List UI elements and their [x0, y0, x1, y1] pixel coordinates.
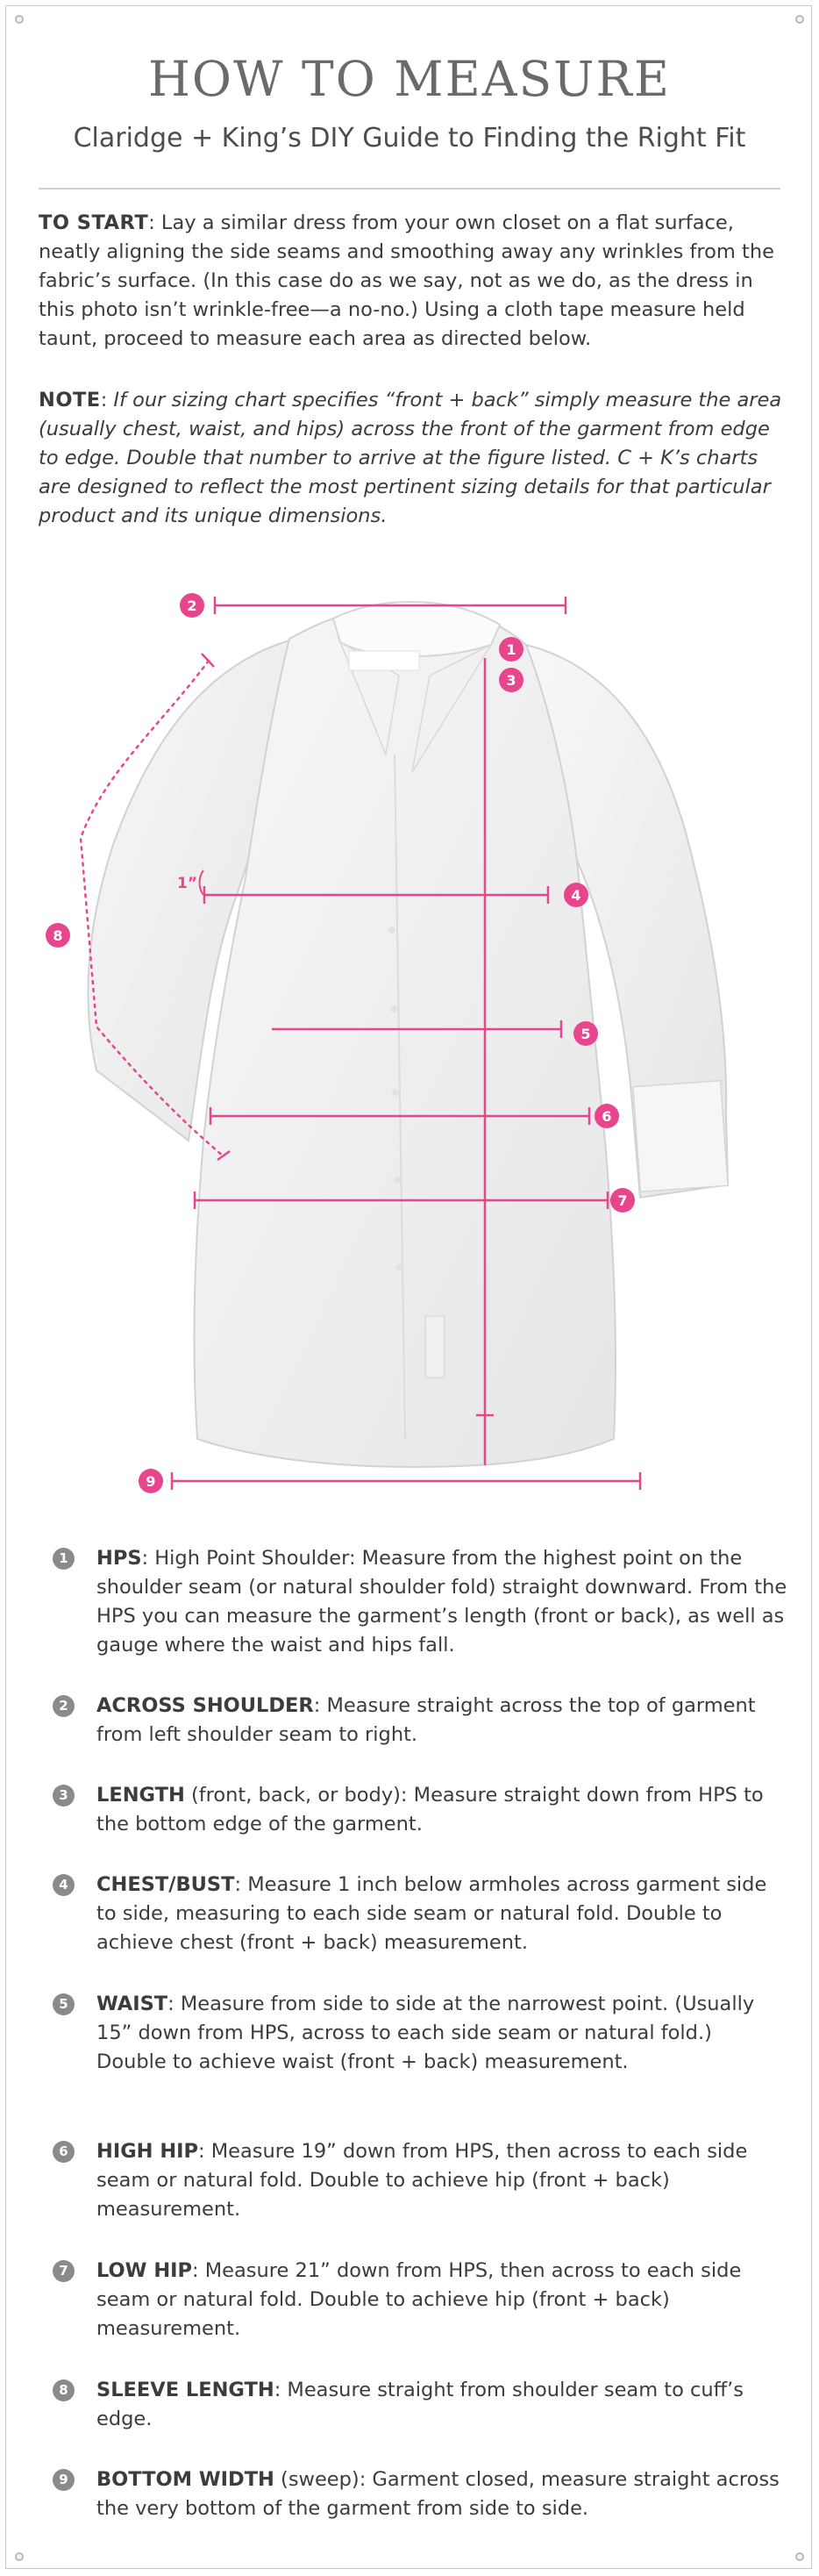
page-title: HOW TO MEASURE — [147, 51, 672, 107]
number-badge: 4 — [53, 1874, 75, 1896]
item-text: (front, back, or body): Measure straight down from HPS to the bottom edge of the garment. — [96, 1784, 764, 1835]
start-text: : Lay a similar dress from your own closet on a flat surface, neatly aligning the side seams and smoothing away any wrinkles from the fabric’s surface. (In this case do as we say, not as we do, as the dress in this photo isn’t wrinkle-free—a no-no.) Using a cloth tape measure held taunt, proceed to measure each area as directed below. — [39, 211, 774, 350]
one-inch-label: 1” — [177, 875, 198, 892]
sleeve-tick-top — [202, 654, 214, 667]
number-badge: 7 — [53, 2260, 75, 2282]
item-text: : Measure 21” down from HPS, then across to each side seam or natural fold. Double to achieve hip (front + back) measurement. — [96, 2259, 742, 2340]
measurement-diagram — [0, 562, 819, 1509]
page-subtitle: Claridge + King’s DIY Guide to Finding the Right Fit — [73, 123, 746, 154]
shirt-illustration — [88, 602, 728, 1467]
item-text: : Measure from side to side at the narrowest point. (Usually 15” down from HPS, across to each side seam or natural fold.) Double to achieve waist (front + back) measurement. — [96, 1993, 755, 2073]
list-item-chest-bust — [51, 1871, 787, 1957]
number-badge: 3 — [53, 1785, 75, 1807]
list-item-low-hip — [51, 2257, 787, 2343]
right-cuff — [633, 1081, 728, 1192]
marker-6 — [595, 1104, 619, 1128]
svg-text:3: 3 — [506, 672, 516, 689]
list-item-high-hip — [51, 2137, 787, 2224]
care-label — [425, 1316, 445, 1377]
header-divider — [39, 188, 780, 190]
note-text: If our sizing chart specifies “front + back” simply measure the area (usually chest, waist, and hips) across the front of the garment from edge to edge. Double that number to arrive at the figure listed. C + K’s charts are designed to reflect the most pertinent sizing details for that particular product and its unique dimensions. — [39, 389, 782, 527]
item-label: WAIST — [96, 1993, 168, 2015]
shirt-button — [395, 1264, 402, 1271]
item-text: : Measure 1 inch below armholes across garment side to side, measuring to each side seam or natural fold. Double to achieve chest (front + back) measurement. — [96, 1873, 767, 1954]
marker-8 — [46, 923, 70, 948]
svg-text:8: 8 — [53, 927, 63, 944]
marker-7 — [610, 1188, 635, 1213]
svg-text:9: 9 — [146, 1473, 156, 1490]
intro-note-paragraph — [39, 386, 782, 531]
list-item-hps — [51, 1544, 787, 1660]
item-text: (sweep): Garment closed, measure straight across the very bottom of the garment from side to side. — [96, 2468, 780, 2520]
intro-start-paragraph — [39, 209, 782, 354]
neck-label — [349, 651, 419, 670]
marker-4 — [564, 883, 588, 907]
item-label: HIGH HIP — [96, 2140, 199, 2163]
svg-text:7: 7 — [617, 1192, 628, 1209]
item-text: : Measure straight across the top of garment from left shoulder seam to right. — [96, 1694, 756, 1746]
note-colon: : — [100, 389, 114, 411]
svg-text:2: 2 — [187, 597, 197, 614]
list-item-sleeve-length — [51, 2376, 787, 2434]
number-badge: 1 — [53, 1548, 75, 1570]
item-text: : Measure straight from shoulder seam to cuff’s edge. — [96, 2379, 744, 2430]
number-badge: 9 — [53, 2469, 75, 2491]
item-label: BOTTOM WIDTH — [96, 2468, 274, 2491]
svg-text:5: 5 — [580, 1026, 591, 1042]
item-text: : High Point Shoulder: Measure from the highest point on the shoulder seam (or natural shoulder fold) straight downward. From the HPS you can measure the garment’s length (front or back), as well as gauge where the waist and hips fall. — [96, 1547, 787, 1657]
number-badge: 6 — [53, 2141, 75, 2163]
list-item-bottom-width — [51, 2465, 787, 2523]
corner-rivet-bottom-left — [15, 2552, 24, 2561]
shirt-button — [388, 927, 395, 934]
svg-text:6: 6 — [602, 1108, 612, 1125]
shirt-collar — [333, 602, 500, 656]
item-label: SLEEVE LENGTH — [96, 2379, 274, 2401]
marker-1 — [499, 637, 523, 662]
number-badge: 5 — [53, 1993, 75, 2015]
shirt-button — [394, 1177, 401, 1184]
marker-9 — [139, 1469, 163, 1493]
list-item-length — [51, 1781, 787, 1839]
item-label: HPS — [96, 1547, 142, 1570]
marker-3 — [499, 668, 523, 692]
marker-2 — [180, 593, 204, 618]
shirt-button — [390, 1005, 397, 1013]
list-item-waist — [51, 1990, 787, 2077]
svg-text:4: 4 — [571, 887, 581, 904]
number-badge: 8 — [53, 2379, 75, 2401]
item-label: CHEST/BUST — [96, 1873, 235, 1896]
item-text: : Measure 19” down from HPS, then across to each side seam or natural fold. Double to achieve hip (front + back) measurement. — [96, 2140, 748, 2221]
corner-rivet-top-left — [15, 15, 24, 24]
list-item-across-shoulder — [51, 1692, 787, 1750]
item-label: LENGTH — [96, 1784, 185, 1807]
item-label: LOW HIP — [96, 2259, 193, 2282]
corner-rivet-bottom-right — [795, 2552, 804, 2561]
start-label: TO START — [39, 211, 149, 234]
item-label: ACROSS SHOULDER — [96, 1694, 314, 1717]
svg-text:1: 1 — [506, 641, 516, 658]
marker-5 — [573, 1021, 598, 1046]
number-badge: 2 — [53, 1695, 75, 1717]
shirt-button — [392, 1089, 399, 1096]
corner-rivet-top-right — [795, 15, 804, 24]
note-label: NOTE — [39, 389, 101, 411]
